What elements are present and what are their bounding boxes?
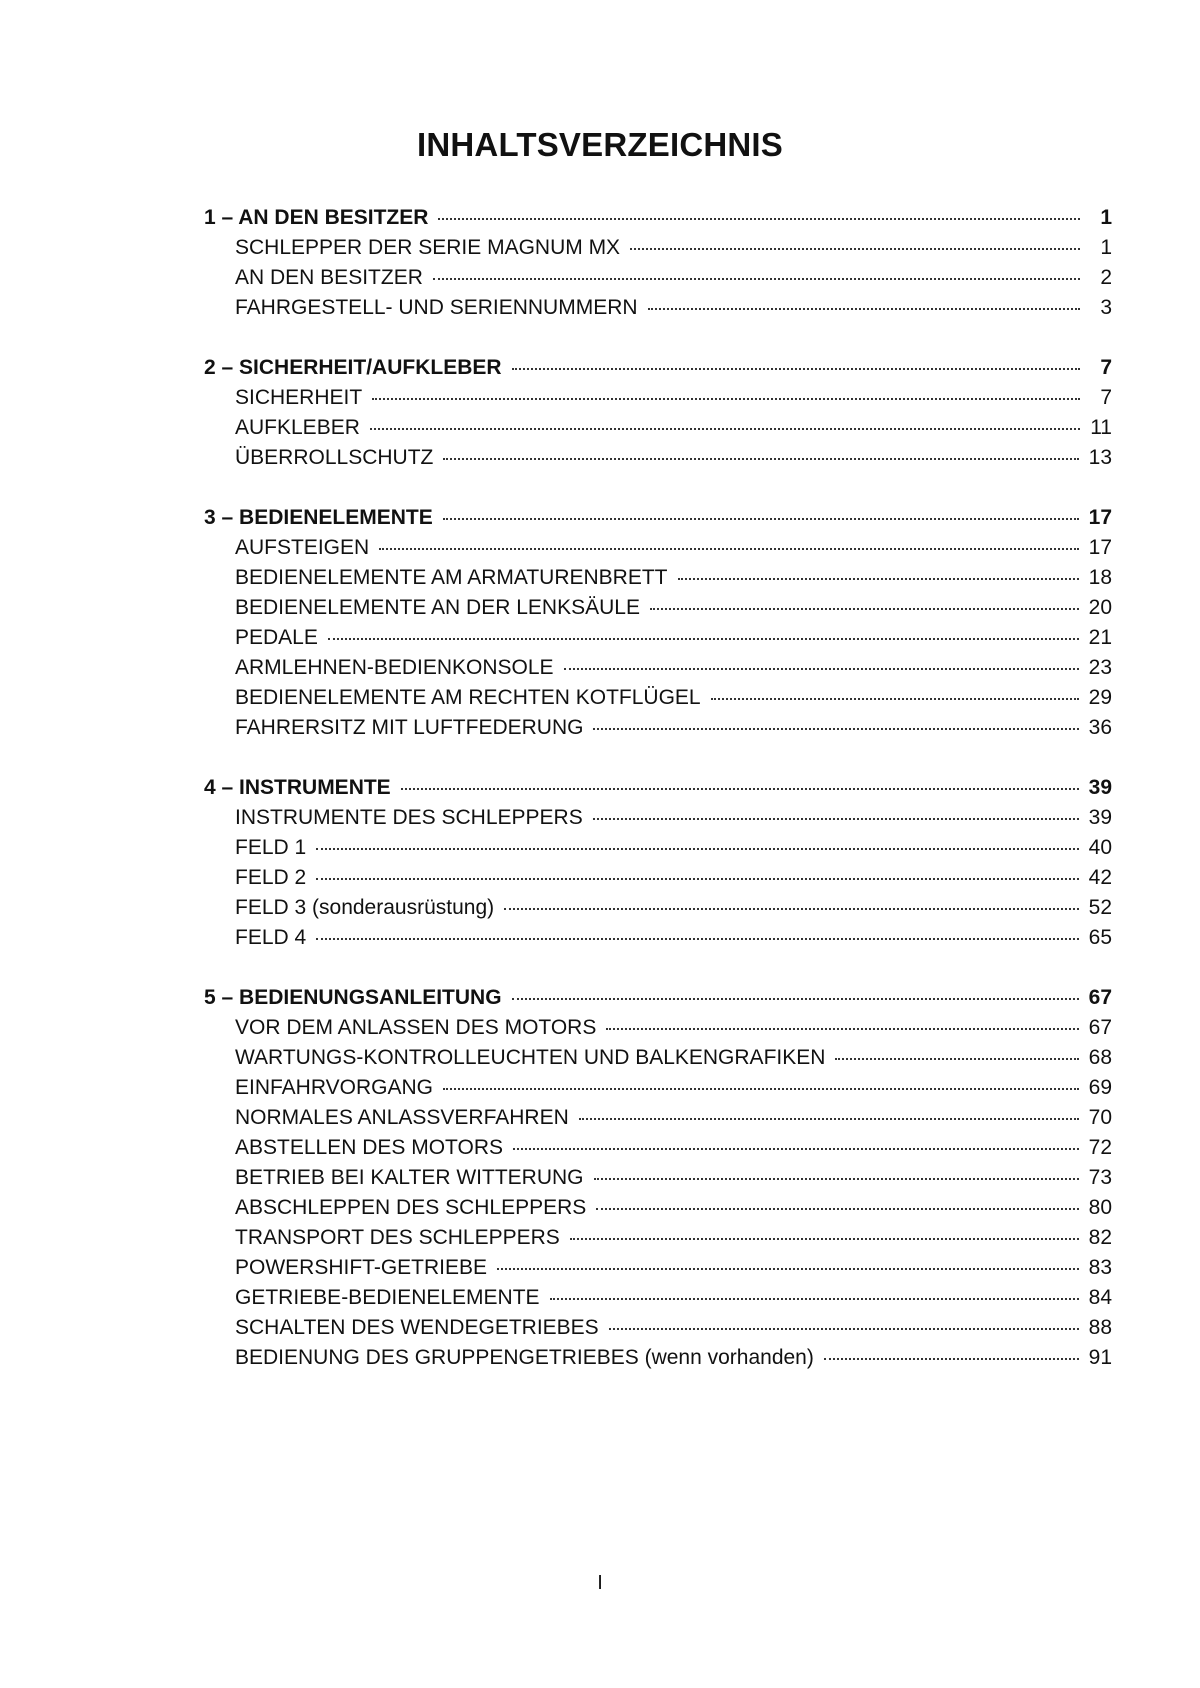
toc-entry[interactable] <box>204 1343 1112 1373</box>
toc-page-number: 52 <box>1088 896 1112 919</box>
toc-entry[interactable] <box>204 563 1112 593</box>
toc-section-heading[interactable] <box>204 773 1112 803</box>
dot-leader <box>443 1088 1079 1090</box>
toc-page-number: 72 <box>1088 1136 1112 1159</box>
toc-entry[interactable] <box>204 293 1112 323</box>
toc-entry[interactable] <box>204 863 1112 893</box>
dot-leader <box>443 518 1079 520</box>
dot-leader <box>835 1058 1078 1060</box>
dot-leader <box>824 1358 1079 1360</box>
toc-entry[interactable] <box>204 1073 1112 1103</box>
toc-label: AUFSTEIGEN <box>235 536 370 559</box>
dot-leader <box>593 818 1079 820</box>
toc-entry[interactable] <box>204 593 1112 623</box>
toc-label: FELD 3 (sonderausrüstung) <box>235 896 495 919</box>
dot-leader <box>594 1178 1079 1180</box>
dot-leader <box>316 878 1078 880</box>
toc-section <box>204 203 1112 323</box>
dot-leader <box>630 248 1080 250</box>
dot-leader <box>513 1148 1079 1150</box>
toc-page-number: 40 <box>1088 836 1112 859</box>
toc-entry[interactable] <box>204 653 1112 683</box>
toc-entry[interactable] <box>204 413 1112 443</box>
toc-label: INSTRUMENTE DES SCHLEPPERS <box>235 806 583 829</box>
toc-label: BEDIENELEMENTE AM RECHTEN KOTFLÜGEL <box>235 686 701 709</box>
toc-entry[interactable] <box>204 1043 1112 1073</box>
toc-page-number: 83 <box>1088 1256 1112 1279</box>
toc-entry[interactable] <box>204 1283 1112 1313</box>
toc-page-number: 7 <box>1100 386 1112 409</box>
toc-page-number: 1 <box>1100 236 1112 259</box>
toc-label: 4 – INSTRUMENTE <box>204 776 391 799</box>
toc-page-number: 29 <box>1088 686 1112 709</box>
toc-label: NORMALES ANLASSVERFAHREN <box>235 1106 569 1129</box>
toc-label: FAHRERSITZ MIT LUFTFEDERUNG <box>235 716 584 739</box>
toc-entry[interactable] <box>204 1013 1112 1043</box>
dot-leader <box>711 698 1079 700</box>
toc-section-heading[interactable] <box>204 503 1112 533</box>
toc-page-number: 11 <box>1090 416 1112 439</box>
dot-leader <box>609 1328 1079 1330</box>
toc-page-number: 23 <box>1088 656 1112 679</box>
toc-entry[interactable] <box>204 443 1112 473</box>
dot-leader <box>512 368 1080 370</box>
toc-page-number: 20 <box>1088 596 1112 619</box>
dot-leader <box>650 608 1079 610</box>
toc-entry[interactable] <box>204 1223 1112 1253</box>
page-title: INHALTSVERZEICHNIS <box>416 126 783 163</box>
dot-leader <box>606 1028 1078 1030</box>
toc-label: BEDIENELEMENTE AM ARMATURENBRETT <box>235 566 668 589</box>
toc-page-number: 91 <box>1088 1346 1112 1369</box>
page-number: I <box>597 1572 603 1594</box>
dot-leader <box>678 578 1079 580</box>
toc-label: POWERSHIFT-GETRIEBE <box>235 1256 488 1279</box>
toc-label: FELD 2 <box>235 866 307 889</box>
table-of-contents <box>204 203 1112 1403</box>
toc-entry[interactable] <box>204 923 1112 953</box>
toc-page-number: 69 <box>1088 1076 1112 1099</box>
toc-label: ÜBERROLLSCHUTZ <box>235 446 434 469</box>
toc-section-heading[interactable] <box>204 203 1112 233</box>
toc-page-number: 18 <box>1088 566 1112 589</box>
toc-entry[interactable] <box>204 623 1112 653</box>
dot-leader <box>497 1268 1079 1270</box>
toc-page-number: 21 <box>1088 626 1112 649</box>
toc-label: PEDALE <box>235 626 318 649</box>
toc-label: FAHRGESTELL- UND SERIENNUMMERN <box>235 296 638 319</box>
dot-leader <box>316 848 1078 850</box>
dot-leader <box>579 1118 1079 1120</box>
toc-page-number: 73 <box>1088 1166 1112 1189</box>
toc-entry[interactable] <box>204 1253 1112 1283</box>
toc-page-number: 80 <box>1088 1196 1112 1219</box>
toc-label: VOR DEM ANLASSEN DES MOTORS <box>235 1016 597 1039</box>
dot-leader <box>593 728 1078 730</box>
toc-page-number: 88 <box>1088 1316 1112 1339</box>
toc-page-number: 70 <box>1088 1106 1112 1129</box>
toc-label: SCHALTEN DES WENDEGETRIEBES <box>235 1316 599 1339</box>
toc-entry[interactable] <box>204 833 1112 863</box>
toc-entry[interactable] <box>204 683 1112 713</box>
dot-leader <box>433 278 1080 280</box>
toc-entry[interactable] <box>204 1133 1112 1163</box>
dot-leader <box>401 788 1079 790</box>
dot-leader <box>443 458 1078 460</box>
dot-leader <box>570 1238 1079 1240</box>
toc-label: TRANSPORT DES SCHLEPPERS <box>235 1226 560 1249</box>
toc-label: ABSCHLEPPEN DES SCHLEPPERS <box>235 1196 587 1219</box>
dot-leader <box>564 668 1079 670</box>
toc-label: BEDIENELEMENTE AN DER LENKSÄULE <box>235 596 640 619</box>
toc-label: ABSTELLEN DES MOTORS <box>235 1136 504 1159</box>
toc-section <box>204 503 1112 743</box>
toc-label: EINFAHRVORGANG <box>235 1076 433 1099</box>
toc-label: AN DEN BESITZER <box>235 266 423 289</box>
toc-page-number: 1 <box>1100 206 1112 229</box>
toc-page-number: 13 <box>1088 446 1112 469</box>
toc-section-heading[interactable] <box>204 983 1112 1013</box>
toc-label: FELD 4 <box>235 926 307 949</box>
toc-section <box>204 983 1112 1373</box>
toc-label: BEDIENUNG DES GRUPPENGETRIEBES (wenn vorhanden) <box>235 1346 814 1369</box>
dot-leader <box>512 998 1079 1000</box>
dot-leader <box>379 548 1078 550</box>
toc-entry[interactable] <box>204 1193 1112 1223</box>
toc-label: FELD 1 <box>235 836 307 859</box>
dot-leader <box>328 638 1079 640</box>
dot-leader <box>596 1208 1078 1210</box>
toc-label: 3 – BEDIENELEMENTE <box>204 506 433 529</box>
toc-page-number: 67 <box>1088 1016 1112 1039</box>
toc-entry[interactable] <box>204 713 1112 743</box>
toc-page-number: 39 <box>1088 776 1112 799</box>
toc-page-number: 65 <box>1088 926 1112 949</box>
toc-page-number: 84 <box>1088 1286 1112 1309</box>
toc-section-heading[interactable] <box>204 353 1112 383</box>
toc-page-number: 39 <box>1088 806 1112 829</box>
toc-page-number: 67 <box>1088 986 1112 1009</box>
toc-label: ARMLEHNEN-BEDIENKONSOLE <box>235 656 554 679</box>
toc-label: WARTUNGS-KONTROLLEUCHTEN UND BALKENGRAFIKEN <box>235 1046 826 1069</box>
dot-leader <box>316 938 1078 940</box>
toc-entry[interactable] <box>204 533 1112 563</box>
dot-leader <box>372 398 1080 400</box>
toc-label: 2 – SICHERHEIT/AUFKLEBER <box>204 356 502 379</box>
toc-entry[interactable] <box>204 383 1112 413</box>
toc-page-number: 36 <box>1088 716 1112 739</box>
toc-label: SICHERHEIT <box>235 386 363 409</box>
toc-section <box>204 773 1112 953</box>
toc-entry[interactable] <box>204 893 1112 923</box>
toc-page-number: 17 <box>1088 506 1112 529</box>
toc-label: 1 – AN DEN BESITZER <box>204 206 429 229</box>
toc-page-number: 3 <box>1100 296 1112 319</box>
toc-page-number: 2 <box>1100 266 1112 289</box>
dot-leader <box>370 428 1080 430</box>
toc-page-number: 7 <box>1100 356 1112 379</box>
dot-leader <box>550 1298 1079 1300</box>
dot-leader <box>504 908 1079 910</box>
toc-entry[interactable] <box>204 1103 1112 1133</box>
toc-label: BETRIEB BEI KALTER WITTERUNG <box>235 1166 584 1189</box>
toc-page-number: 17 <box>1088 536 1112 559</box>
toc-page-number: 82 <box>1088 1226 1112 1249</box>
toc-label: 5 – BEDIENUNGSANLEITUNG <box>204 986 502 1009</box>
dot-leader <box>648 308 1080 310</box>
toc-entry[interactable] <box>204 263 1112 293</box>
toc-label: SCHLEPPER DER SERIE MAGNUM MX <box>235 236 621 259</box>
dot-leader <box>438 218 1080 220</box>
toc-entry[interactable] <box>204 1313 1112 1343</box>
toc-page-number: 68 <box>1088 1046 1112 1069</box>
toc-label: AUFKLEBER <box>235 416 360 439</box>
toc-label: GETRIEBE-BEDIENELEMENTE <box>235 1286 540 1309</box>
toc-entry[interactable] <box>204 1163 1112 1193</box>
toc-entry[interactable] <box>204 803 1112 833</box>
toc-entry[interactable] <box>204 233 1112 263</box>
toc-section <box>204 353 1112 473</box>
toc-page-number: 42 <box>1088 866 1112 889</box>
